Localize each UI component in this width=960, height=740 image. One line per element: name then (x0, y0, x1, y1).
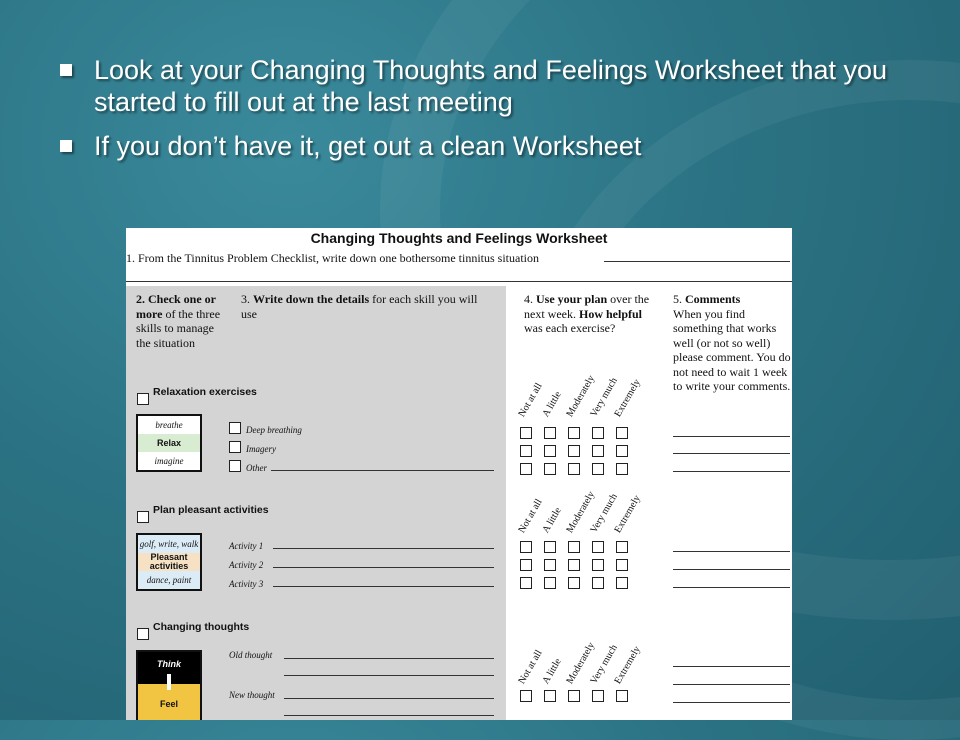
rating-checkbox[interactable] (592, 577, 604, 589)
rating-checkbox[interactable] (520, 690, 532, 702)
answer-line (284, 715, 494, 716)
answer-line (273, 567, 494, 568)
bullet-square-icon (60, 140, 72, 152)
rating-label: Extremely (612, 377, 643, 419)
rating-checkbox[interactable] (568, 577, 580, 589)
rating-label: Extremely (612, 493, 643, 535)
answer-line (273, 548, 494, 549)
rating-checkbox[interactable] (520, 427, 532, 439)
rating-label: Not at all (516, 648, 545, 686)
comment-line (673, 436, 790, 437)
rating-checkbox[interactable] (592, 463, 604, 475)
rating-checkbox[interactable] (520, 463, 532, 475)
rating-checkbox[interactable] (544, 577, 556, 589)
relax-badge: breathe Relax imagine (136, 414, 202, 472)
item-label: Deep breathing (246, 425, 302, 435)
rating-label: Moderately (564, 373, 598, 419)
rating-label: Extremely (612, 644, 643, 686)
rating-label: A little (540, 656, 564, 686)
rating-checkbox[interactable] (616, 463, 628, 475)
comment-line (673, 569, 790, 570)
col2-header: 2. Check one or more of the three skills to manage the situation (136, 292, 221, 350)
rating-label: Very much (588, 491, 620, 535)
pleasant-label: Plan pleasant activities (153, 504, 269, 516)
rating-checkbox[interactable] (544, 690, 556, 702)
rating-checkbox[interactable] (616, 559, 628, 571)
rating-checkbox[interactable] (520, 541, 532, 553)
divider (126, 281, 792, 282)
rating-checkbox[interactable] (544, 463, 556, 475)
thoughts-checkbox[interactable] (137, 628, 149, 640)
rating-checkbox[interactable] (616, 690, 628, 702)
rating-checkbox[interactable] (520, 445, 532, 457)
comment-line (673, 453, 790, 454)
rating-checkbox[interactable] (592, 541, 604, 553)
worksheet-image (126, 228, 792, 720)
item-label: Imagery (246, 444, 276, 454)
comment-line (673, 551, 790, 552)
comment-line (673, 587, 790, 588)
relaxation-label: Relaxation exercises (153, 386, 257, 398)
comment-line (673, 702, 790, 703)
rating-checkbox[interactable] (616, 445, 628, 457)
rating-checkbox[interactable] (568, 690, 580, 702)
pleasant-badge: golf, write, walk Pleasant activities dance, paint (136, 533, 202, 591)
item-label: Activity 3 (229, 579, 264, 589)
arrow-down-icon (167, 674, 171, 690)
rating-label: A little (540, 505, 564, 535)
other-checkbox[interactable] (229, 460, 241, 472)
rating-checkbox[interactable] (568, 559, 580, 571)
bullet-item (60, 130, 910, 162)
comment-line (673, 666, 790, 667)
think-feel-badge: Think Feel (136, 650, 202, 720)
answer-line (273, 586, 494, 587)
rating-checkbox[interactable] (592, 690, 604, 702)
rating-label: Very much (588, 642, 620, 686)
col5-header: 5. Comments When you find something that works well (or not so well) please comment. You do not need to wait 1 week to write your comments. (673, 292, 791, 393)
bullet-square-icon (60, 64, 72, 76)
rating-checkbox[interactable] (592, 559, 604, 571)
deep-breathing-checkbox[interactable] (229, 422, 241, 434)
answer-line (604, 261, 790, 262)
bullet-text: If you don’t have it, get out a clean Worksheet (94, 131, 642, 161)
rating-checkbox[interactable] (616, 541, 628, 553)
bullet-item (60, 54, 910, 118)
item-label: Old thought (229, 650, 273, 660)
bullet-list (60, 54, 910, 174)
rating-checkbox[interactable] (592, 445, 604, 457)
relaxation-checkbox[interactable] (137, 393, 149, 405)
rating-label: A little (540, 389, 564, 419)
rating-label: Not at all (516, 497, 545, 535)
rating-label: Not at all (516, 381, 545, 419)
rating-label: Moderately (564, 489, 598, 535)
rating-checkbox[interactable] (568, 427, 580, 439)
answer-line (284, 675, 494, 676)
rating-checkbox[interactable] (616, 577, 628, 589)
rating-checkbox[interactable] (544, 559, 556, 571)
rating-checkbox[interactable] (568, 541, 580, 553)
item-label: Activity 1 (229, 541, 264, 551)
rating-checkbox[interactable] (544, 445, 556, 457)
rating-checkbox[interactable] (616, 427, 628, 439)
rating-checkbox[interactable] (544, 541, 556, 553)
answer-line (284, 698, 494, 699)
answer-line (284, 658, 494, 659)
col3-header: 3. Write down the details for each skill you will use (241, 292, 478, 321)
pleasant-checkbox[interactable] (137, 511, 149, 523)
rating-label: Very much (588, 375, 620, 419)
thoughts-label: Changing thoughts (153, 621, 250, 633)
rating-checkbox[interactable] (520, 577, 532, 589)
step1-prompt: 1. From the Tinnitus Problem Checklist, write down one bothersome tinnitus situation (126, 251, 539, 265)
rating-checkbox[interactable] (592, 427, 604, 439)
comment-line (673, 471, 790, 472)
col4-header: 4. Use your plan over the next week. How helpful was each exercise? (524, 292, 650, 335)
rating-checkbox[interactable] (544, 427, 556, 439)
item-label: Activity 2 (229, 560, 264, 570)
bullet-text: Look at your Changing Thoughts and Feelings Worksheet that you started to fill out at the last meeting (94, 55, 888, 117)
item-label: New thought (229, 690, 275, 700)
item-label: Other (246, 463, 267, 473)
rating-label: Moderately (564, 640, 598, 686)
answer-line (271, 470, 494, 471)
worksheet-title: Changing Thoughts and Feelings Worksheet (310, 230, 608, 246)
rating-checkbox[interactable] (520, 559, 532, 571)
rating-checkbox[interactable] (568, 463, 580, 475)
comment-line (673, 684, 790, 685)
imagery-checkbox[interactable] (229, 441, 241, 453)
rating-checkbox[interactable] (568, 445, 580, 457)
